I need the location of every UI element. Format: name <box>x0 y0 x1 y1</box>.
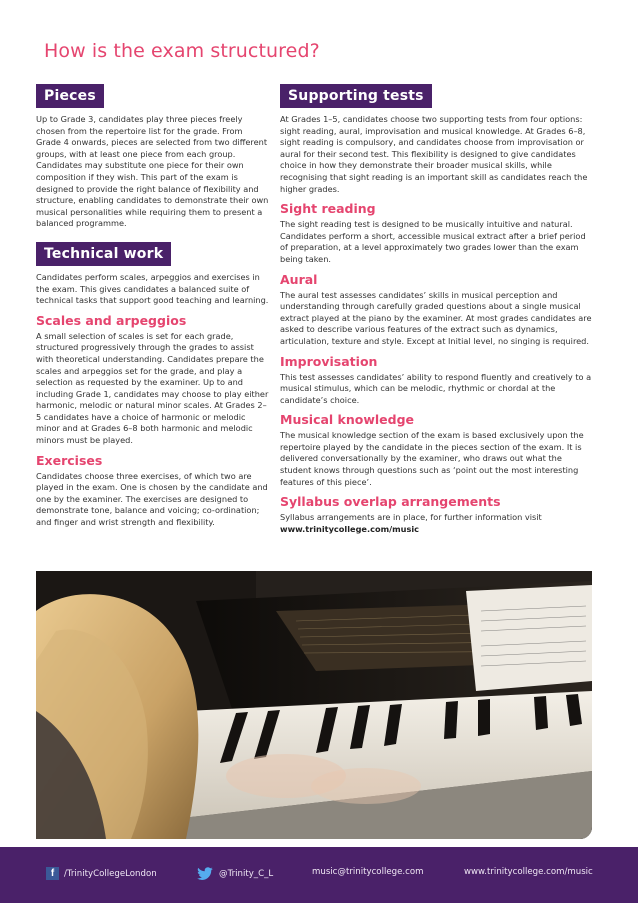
footer-facebook[interactable] <box>46 867 157 880</box>
website-url: www.trinitycollege.com/music <box>464 867 593 877</box>
subheading-exercises: Exercises <box>36 452 103 468</box>
pieces-text: Up to Grade 3, candidates play three pieces freely chosen from the repertoire list for the grade. From Grade 4 onwards, pieces are selected from two different groups, with at least one piece from each group. Candidates may substitute one piece for their own composition if they wish. This part of the exam is designed to provide the right balance of flexibility and structure, enabling candidates to demonstrate their own musical personalities while requiring them to present a balanced programme. <box>36 114 269 229</box>
email-address: music@trinitycollege.com <box>312 867 424 877</box>
sight-reading-text: The sight reading test is designed to be musically intuitive and natural. Candidates perform a short, accessible musical extract after a brief period of preparation, at a level approximately two grades lower than the exam being taken. <box>280 219 586 264</box>
girl-playing-piano-photo <box>36 571 592 839</box>
scales-text: A small selection of scales is set for each grade, structured progressively through the grades to assist with theoretical understanding. Candidates prepare the scales and arpeggios set for the grade, and play a selection as requested by the examiner. Up to and including Grade 1, candidates may choose to play either harmonic, melodic or natural minor scales. At Grades 2–5 candidates have a choice of harmonic or melodic minor and at Grades 6–8 both harmonic and melodic minors must be played. <box>36 330 269 446</box>
page-title: How is the exam structured? <box>44 40 320 62</box>
technical-work-text: Candidates perform scales, arpeggios and exercises in the exam. This gives candidates a balanced suite of technical tasks that support good teaching and learning. <box>36 271 269 306</box>
right-column <box>280 84 594 541</box>
facebook-handle: /TrinityCollegeLondon <box>64 868 157 879</box>
footer-twitter[interactable] <box>196 867 273 881</box>
aural-text: The aural test assesses candidates’ skills in musical perception and understanding through carefully graded questions about a single musical extract played at the piano by the examiner. At most grades candidates are asked to describe various features of the extract such as dynamics, articulation, texture and style. Except at Initial level, no singing is required. <box>280 289 592 346</box>
left-column <box>36 84 270 535</box>
twitter-handle: @Trinity_C_L <box>219 869 274 879</box>
syllabus-text: Syllabus arrangements are in place, for further information visit <box>280 512 542 523</box>
subheading-aural: Aural <box>280 271 318 287</box>
facebook-icon: f <box>46 867 59 880</box>
section-heading-technical-work: Technical work <box>36 242 171 266</box>
exercises-text: Candidates choose three exercises, of which two are played in the exam. One is chosen by the candidate and one by the examiner. The exercises are designed to demonstrate tone, balance and voicing; co-ordination; and finger and wrist strength and flexibility. <box>36 470 268 528</box>
twitter-icon <box>196 867 214 881</box>
syllabus-link[interactable]: www.trinitycollege.com/music <box>280 523 419 534</box>
subheading-scales: Scales and arpeggios <box>36 312 187 328</box>
footer-bar <box>0 847 638 903</box>
musical-knowledge-text: The musical knowledge section of the exam is based exclusively upon the repertoire played by the candidate in the pieces section of the exam. It is delivered conversationally by the examiner, who draws out what the student knows through questions such as ‘point out the most interesting features of this piece’. <box>280 430 584 487</box>
footer-website[interactable] <box>464 867 593 877</box>
section-heading-supporting-tests: Supporting tests <box>280 84 432 108</box>
subheading-musical-knowledge: Musical knowledge <box>280 412 415 428</box>
subheading-sight-reading: Sight reading <box>280 201 376 217</box>
subheading-syllabus-overlap: Syllabus overlap arrangements <box>280 494 501 510</box>
subheading-improvisation: Improvisation <box>280 353 378 369</box>
section-heading-pieces: Pieces <box>36 84 104 108</box>
improvisation-text: This test assesses candidates’ ability to respond fluently and creatively to a musical stimulus, which can be melodic, rhythmic or chordal at the candidate’s choice. <box>280 371 592 405</box>
footer-email[interactable] <box>312 867 423 877</box>
supporting-tests-text: At Grades 1–5, candidates choose two supporting tests from four options: sight reading, aural, improvisation and musical knowledge. At Grades 6–8, sight reading is compulsory, and candidates choose from improvisation or aural for their second test. This flexibility is designed to give candidates choice in how they demonstrate their broader musical skills, while recognising that sight reading is an important skill as candidates reach the higher grades. <box>280 114 588 194</box>
